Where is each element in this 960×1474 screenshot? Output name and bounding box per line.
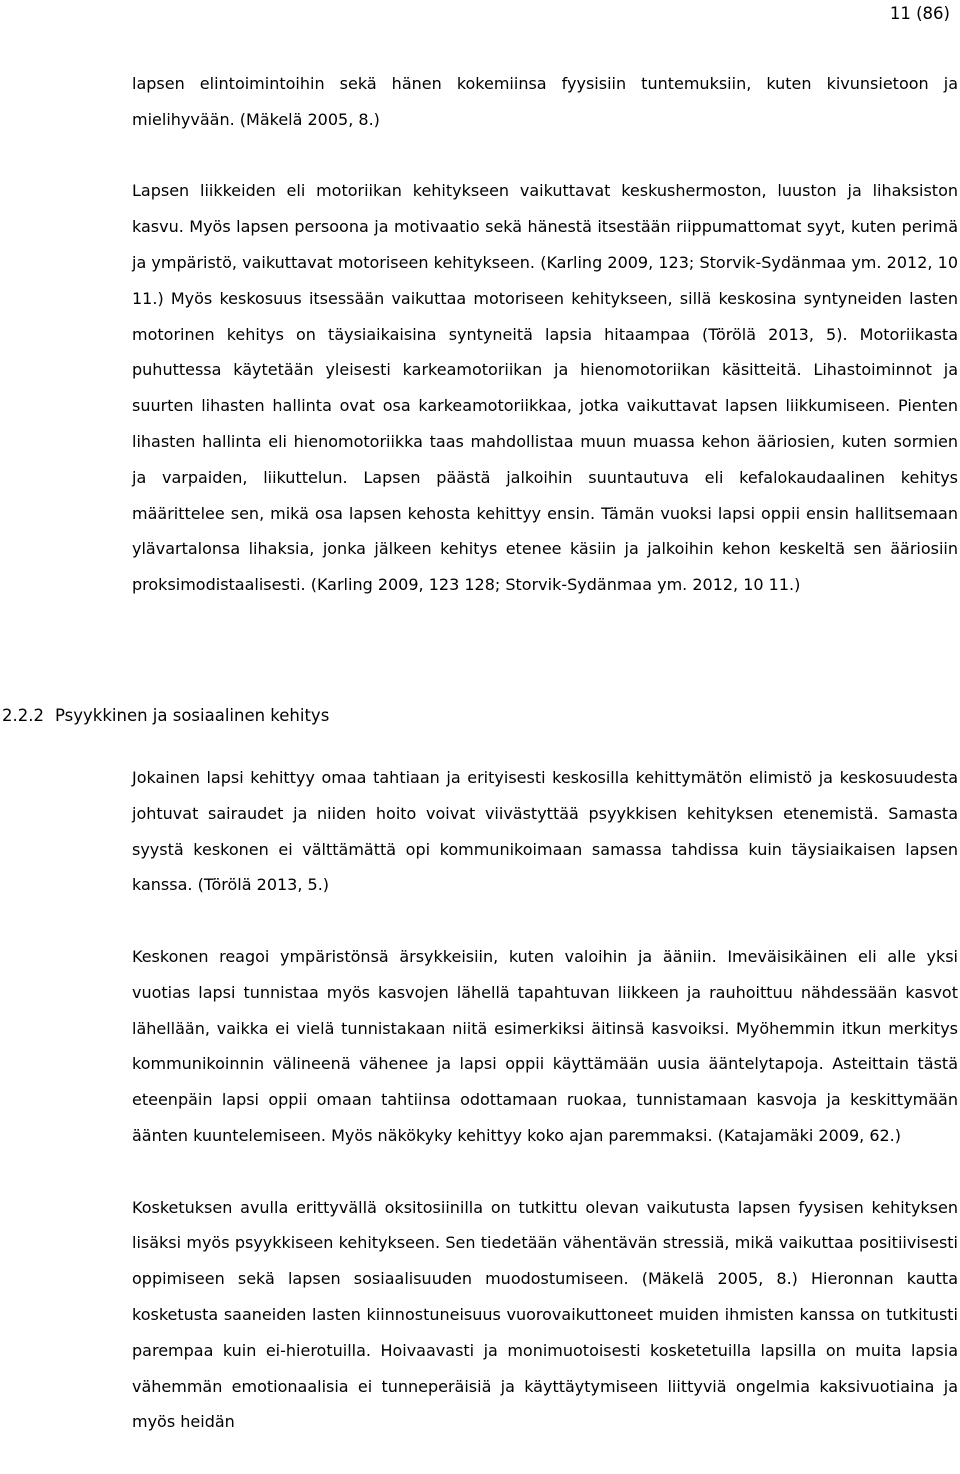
section-number: 2.2.2 bbox=[2, 706, 44, 725]
paragraph: Keskonen reagoi ympäristönsä ärsykkeisiin, kuten valoihin ja ääniin. Imeväisikäinen eli alle yksi vuotias lapsi tunnistaa myös kasvojen lähellä tapahtuvan liikkeen ja rauhoittuu nähdessään kasvot lähellään, vaikka ei vielä tunnistakaan niitä esimerkiksi äitinsä kasvoiksi. Myöhemmin itkun merkitys kommunikoinnin välineenä vähenee ja lapsi oppii käyttämään uusia ääntelytapoja. Asteittain tästä eteenpäin lapsi oppii omaan tahtiinsa odottamaan ruokaa, tunnistamaan kasvoja ja keskittymään äänten kuuntelemiseen. Myös näkökyky kehittyy koko ajan paremmaksi. (Katajamäki 2009, 62.) bbox=[132, 946, 958, 1145]
section-title: Psyykkinen ja sosiaalinen kehitys bbox=[55, 706, 330, 725]
paragraph: lapsen elintoimintoihin sekä hänen kokemiinsa fyysisiin tuntemuksiin, kuten kivunsietoon ja mielihyvään. (Mäkelä 2005, 8.) bbox=[132, 74, 958, 129]
body-text-section-a bbox=[132, 66, 958, 603]
page-number: 11 (86) bbox=[889, 4, 950, 23]
paragraph: Lapsen liikkeiden eli motoriikan kehitykseen vaikuttavat keskushermoston, luuston ja lihaksiston kasvu. Myös lapsen persoona ja motivaatio sekä hänestä itsestään riippumattomat syyt, kuten perimä ja ympäristö, vaikuttavat motoriseen kehitykseen. (Karling 2009, 123; Storvik-Sydänmaa ym. 2012, 10 11.) Myös keskosuus itsessään vaikuttaa motoriseen kehitykseen, sillä keskosina syntyneiden lasten motorinen kehitys on täysiaikaisina syntyneitä lapsia hitaampaa (Törölä 2013, 5). Motoriikasta puhuttessa käytetään yleisesti karkeamotoriikan ja hienomotoriikan käsitteitä. Lihastoiminnot ja suurten lihasten hallinta ovat osa karkeamotoriikkaa, jotka vaikuttavat lapsen liikkumiseen. Pienten lihasten hallinta eli hienomotoriikka taas mahdollistaa muun muassa kehon ääriosien, kuten sormien ja varpaiden, liikuttelun. Lapsen päästä jalkoihin suuntautuva eli kefalokaudaalinen kehitys määrittelee sen, mikä osa lapsen kehosta kehittyy ensin. Tämän vuoksi lapsi oppii ensin hallitsemaan ylävartalonsa lihaksia, jonka jälkeen kehitys etenee käsiin ja jalkoihin kehon keskeltä sen ääriosiin proksimodistaalisesti. (Karling 2009, 123 128; Storvik-Sydänmaa ym. 2012, 10 11.) bbox=[132, 181, 958, 595]
section-heading bbox=[2, 701, 329, 731]
body-text-section-b bbox=[132, 760, 958, 1440]
paragraph: Jokainen lapsi kehittyy omaa tahtiaan ja erityisesti keskosilla kehittymätön elimistö ja keskosuudesta johtuvat sairaudet ja niiden hoito voivat viivästyttää psyykkisen kehityksen etenemistä. Samasta syystä keskonen ei välttämättä opi kommunikoimaan samassa tahdissa kuin täysiaikaisen lapsen kanssa. (Törölä 2013, 5.) bbox=[132, 768, 958, 895]
paragraph: Kosketuksen avulla erittyvällä oksitosiinilla on tutkittu olevan vaikutusta lapsen fyysisen kehityksen lisäksi myös psyykkiseen kehitykseen. Sen tiedetään vähentävän stressiä, mikä vaikuttaa positiivisesti oppimiseen sekä lapsen sosiaalisuuden muodostumiseen. (Mäkelä 2005, 8.) Hieronnan kautta kosketusta saaneiden lasten kiinnostuneisuus vuorovaikuttoneet muiden ihmisten kanssa on tutkitusti parempaa kuin ei-hierotuilla. Hoivaavasti ja monimuotoisesti kosketetuilla lapsilla on muita lapsia vähemmän emotionaalisia ei tunneperäisiä ja käyttäytymiseen liittyviä ongelmia kaksivuotiaina ja myös heidän bbox=[132, 1197, 958, 1432]
